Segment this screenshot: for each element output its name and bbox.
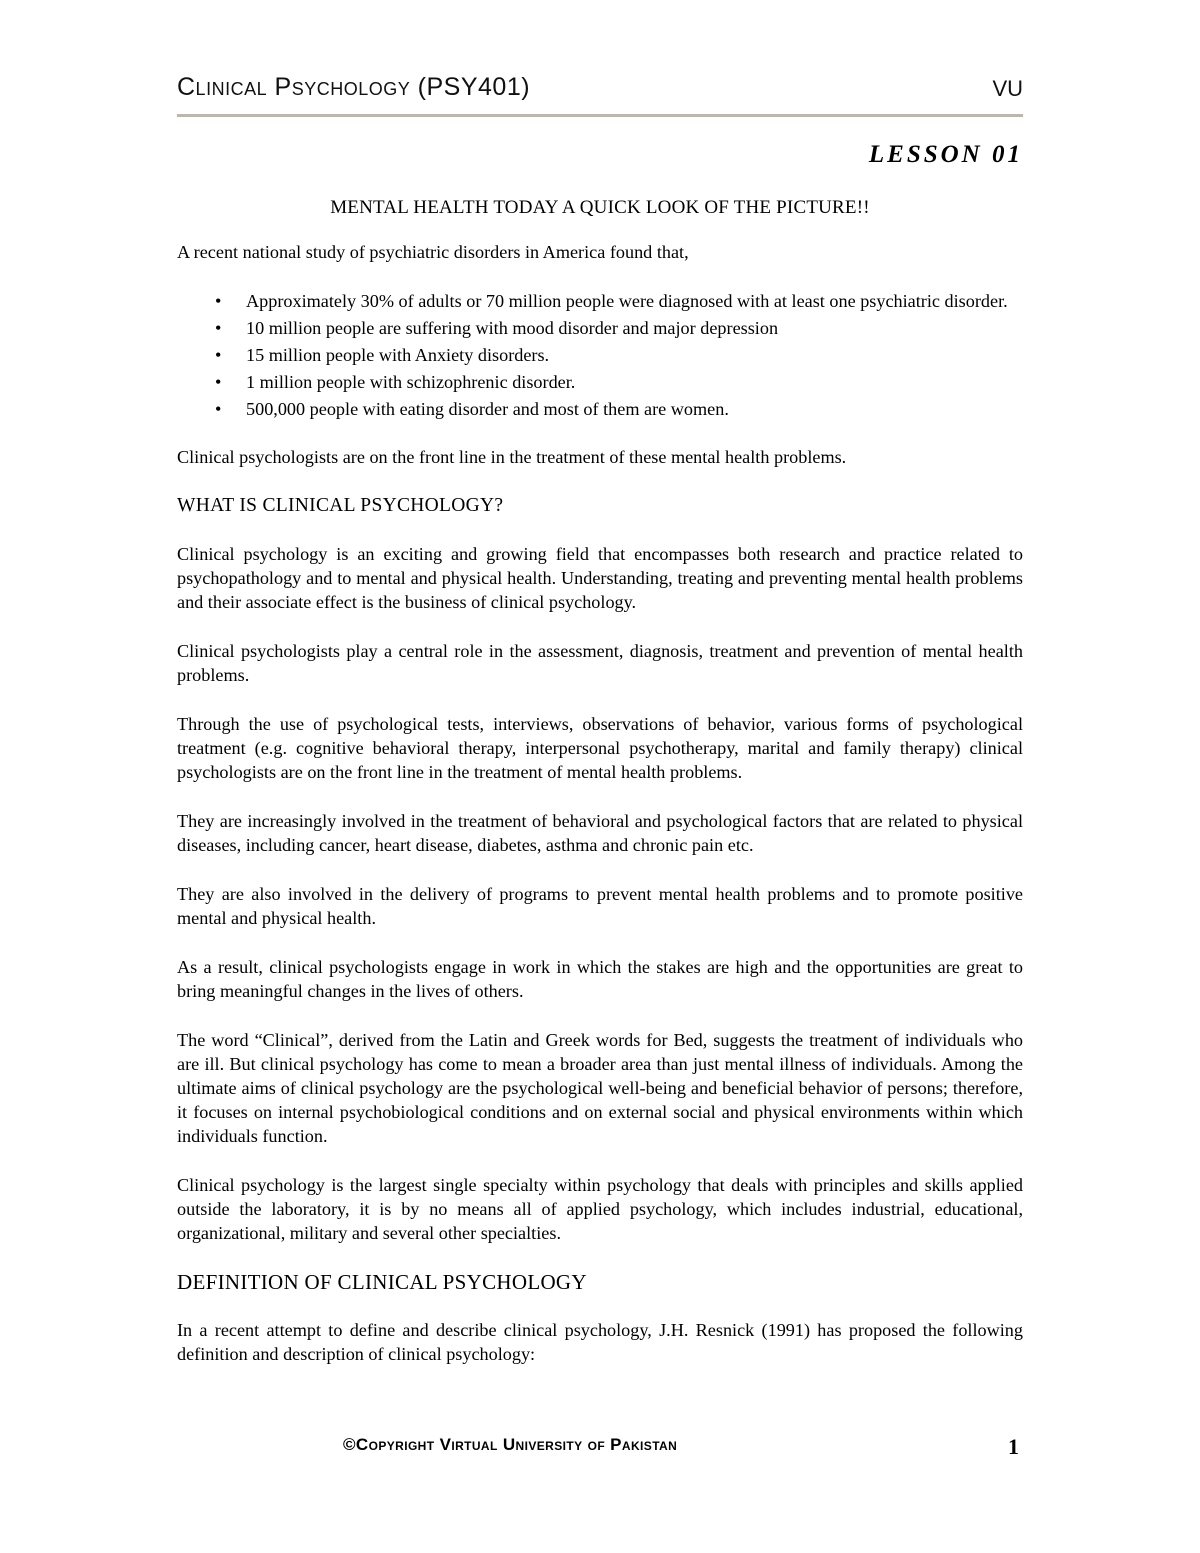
page-title: MENTAL HEALTH TODAY A QUICK LOOK OF THE PICTURE!!	[330, 197, 870, 218]
document-body	[177, 196, 1023, 1391]
bullet-icon: •	[215, 399, 222, 419]
paragraph: They are also involved in the delivery of programs to prevent mental health problems and to promote positive mental and physical health.	[177, 884, 1023, 928]
bullet-icon: •	[215, 345, 222, 365]
bullet-icon: •	[215, 318, 222, 338]
university-abbreviation: VU	[992, 76, 1023, 101]
list-item-text: 10 million people are suffering with mood disorder and major depression	[246, 318, 779, 338]
bullet-icon: •	[215, 372, 222, 392]
list-item	[215, 370, 1023, 394]
page-header	[177, 70, 1023, 102]
page-footer	[177, 1432, 1023, 1462]
course-title: Clinical Psychology (PSY401)	[177, 73, 531, 101]
paragraph: In a recent attempt to define and describe clinical psychology, J.H. Resnick (1991) has proposed the following definition and description of clinical psychology:	[177, 1320, 1023, 1364]
bullet-icon: •	[215, 291, 222, 311]
list-item-text: Approximately 30% of adults or 70 million people were diagnosed with at least one psychiatric disorder.	[246, 291, 1008, 311]
paragraph: They are increasingly involved in the treatment of behavioral and psychological factors that are related to physical diseases, including cancer, heart disease, diabetes, asthma and chronic pain etc.	[177, 811, 1023, 855]
statistics-list	[177, 289, 1023, 421]
paragraph: As a result, clinical psychologists engage in work in which the stakes are high and the opportunities are great to bring meaningful changes in the lives of others.	[177, 957, 1023, 1001]
copyright-notice: ©Copyright Virtual University of Pakistan	[343, 1435, 678, 1454]
list-item	[215, 397, 1023, 421]
lesson-label: LESSON 01	[868, 141, 1023, 168]
paragraph: Clinical psychology is the largest single specialty within psychology that deals with principles and skills applied outside the laboratory, it is by no means all of applied psychology, which includes industrial, educational, organizational, military and several other specialties.	[177, 1175, 1023, 1243]
paragraph: Clinical psychologists play a central role in the assessment, diagnosis, treatment and prevention of mental health problems.	[177, 641, 1023, 685]
list-item-text: 15 million people with Anxiety disorders.	[246, 345, 550, 365]
after-list-paragraph: Clinical psychologists are on the front line in the treatment of these mental health problems.	[177, 447, 847, 467]
page-number: 1	[1008, 1434, 1019, 1459]
paragraph: Clinical psychology is an exciting and growing field that encompasses both research and practice related to psychopathology and to mental and physical health. Understanding, treating and preventing mental health problems and their associate effect is the business of clinical psychology.	[177, 544, 1023, 612]
paragraph: The word “Clinical”, derived from the Latin and Greek words for Bed, suggests the treatment of individuals who are ill. But clinical psychology has come to mean a broader area than just mental illness of individuals. Among the ultimate aims of clinical psychology are the psychological well-being and beneficial behavior of persons; therefore, it focuses on internal psychobiological conditions and on external social and physical environments within which individuals function.	[177, 1030, 1023, 1146]
paragraph: Through the use of psychological tests, interviews, observations of behavior, various forms of psychological treatment (e.g. cognitive behavioral therapy, interpersonal psychotherapy, marital and family therapy) clinical psychologists are on the front line in the treatment of mental health problems.	[177, 714, 1023, 782]
list-item	[215, 343, 1023, 367]
section-heading-what-is: WHAT IS CLINICAL PSYCHOLOGY?	[177, 495, 504, 516]
section-heading-definition: DEFINITION OF CLINICAL PSYCHOLOGY	[177, 1270, 587, 1294]
list-item	[215, 316, 1023, 340]
intro-paragraph: A recent national study of psychiatric disorders in America found that,	[177, 242, 689, 262]
list-item	[215, 289, 1023, 313]
list-item-text: 1 million people with schizophrenic disorder.	[246, 372, 576, 392]
list-item-text: 500,000 people with eating disorder and most of them are women.	[246, 399, 729, 419]
header-divider	[177, 114, 1023, 117]
